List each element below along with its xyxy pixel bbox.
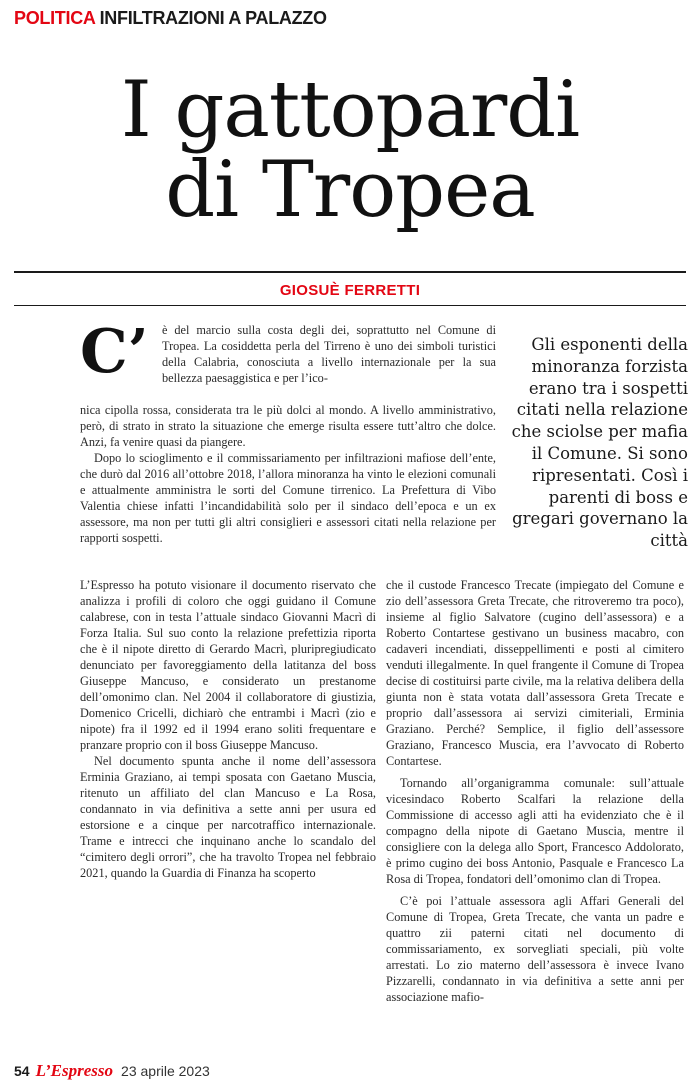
section-label: POLITICA — [14, 8, 96, 28]
intro-text-start: è del marcio sulla costa degli dei, soprattutto nel Comune di Tropea. La cosiddetta perla del Tirreno è uno dei simboli turistici della Calabria, conosciuta a livello internazionale per la sua bellezza paesaggistica e per l’ico- — [162, 323, 496, 385]
section-kicker — [14, 8, 327, 29]
body-column-left — [80, 577, 376, 881]
body-column-right — [386, 577, 684, 1005]
headline — [0, 65, 700, 235]
left-paragraph-2: Nel documento spunta anche il nome dell’assessora Erminia Graziano, ai tempi sposata con Gaetano Muscia, ritenuto un affiliato del clan Mancuso e La Rosa, condannato in via definitiva a sette anni per usura ed estorsione e a cinque per narcotraffico internazionale. Trame e intrecci che inquinano anche lo scandalo del “cimitero degli orrori”, che ha travolto Tropea nel febbraio 2021, quando la Guardia di Finanza ha scoperto — [80, 754, 376, 880]
page-footer — [14, 1061, 210, 1081]
right-paragraph-2: Tornando all’organigramma comunale: sull’attuale vicesindaco Roberto Scalfari la relazione della Commissione di accesso agli atti ha evidenziato che è il compagno della nipote di Gaetano Muscia, mentre il consigliere con la delega allo Sport, Francesco Addolorato, è primo cugino dei boss Antonio, Pasquale e Francesco La Rosa di Tropea, fondatori dell’omonimo clan di Tropea. — [386, 776, 684, 886]
headline-line-1: I gattopardi — [120, 65, 580, 155]
pull-quote: Gli esponenti della minoranza forzista erano tra i sospetti citati nella relazione che sciolse per mafia il Comune. Si sono ripresentati. Così i parenti di boss e gregari governano la città — [511, 335, 688, 551]
topic-label: INFILTRAZIONI A PALAZZO — [99, 8, 327, 28]
left-paragraph-1: L’Espresso ha potuto visionare il documento riservato che analizza i profili di coloro che oggi guidano il Comune calabrese, con in testa l’attuale sindaco Giovanni Macrì di Forza Italia. Sul suo conto la relazione prefettizia riporta che è il nipote diretto di Gerardo Macrì, pluripregiudicato denunciato per favoreggiamento della latitanza del boss Giuseppe Mancuso, e considerato un prestanome dell’omonimo clan. Nel 2004 il collaboratore di giustizia, Domenico Cricelli, dichiarò che entrambi i Macrì (zio e nipote) fra il 1992 ed il 1994 erano soliti frequentare e pranzare proprio con il boss Giuseppe Mancuso. — [80, 578, 376, 752]
drop-cap: C’ — [80, 317, 149, 387]
page-number: 54 — [14, 1063, 30, 1079]
intro-first-lines — [162, 322, 496, 386]
headline-line-2: di Tropea — [165, 145, 535, 235]
issue-date: 23 aprile 2023 — [121, 1063, 210, 1079]
intro-continuation — [80, 402, 496, 546]
right-paragraph-3: C’è poi l’attuale assessora agli Affari Generali del Comune di Tropea, Greta Trecate, che vanta un padre e quattro zii paterni citati nel documento di commissariamento, ex sorvegliati speciali, più volte arrestati. Lo zio materno dell’assessora è invece Ivano Pizzarelli, condannato in via definitiva a sette anni per associazione mafio- — [386, 894, 684, 1004]
right-paragraph-1: che il custode Francesco Trecate (impiegato del Comune e zio dell’assessora Greta Trecate, che ritroveremo tra poco), insieme al figlio Salvatore (cugino dell’assessora) e a Roberto Contartese gestivano un business macabro, con cadaveri incendiati, disseppellimenti e posti al cimitero venduti illegalmente. In quel frangente il Comune di Tropea decise di costituirsi parte civile, ma la relativa delibera della giunta non è stata votata dall’assessora Greta Trecate e proprio dall’assessora ai servizi cimiteriali, Erminia Graziano. Perché? Semplice, il figlio dell’assessore Graziano, Francesco Muscia, era l’avvocato di Roberto Contartese. — [386, 578, 684, 768]
magazine-logo: L’Espresso — [35, 1061, 114, 1080]
bottom-divider — [14, 305, 686, 306]
top-divider — [14, 271, 686, 273]
byline: GIOSUÈ FERRETTI — [279, 282, 421, 299]
intro-text-continue: nica cipolla rossa, considerata tra le più dolci al mondo. A livello amministrativo, però, di strato in strato la situazione che emerge risulta essere tutt’altro che dolce. Anzi, fa venire quasi da piangere. — [80, 403, 496, 449]
intro-paragraph-2: Dopo lo scioglimento e il commissariamento per infiltrazioni mafiose dell’ente, che durò dal 2016 all’ottobre 2018, l’allora minoranza ha vinto le elezioni comunali e attualmente amministra le sorti del Comune tirrenico. La Prefettura di Vibo Valentia chiese infatti l’incandidabilità solo per il sindaco dell’epoca e un ex assessore, ma non per tutti gli altri consiglieri e assessori citati nella relazione per rapporti sospetti. — [80, 451, 496, 545]
